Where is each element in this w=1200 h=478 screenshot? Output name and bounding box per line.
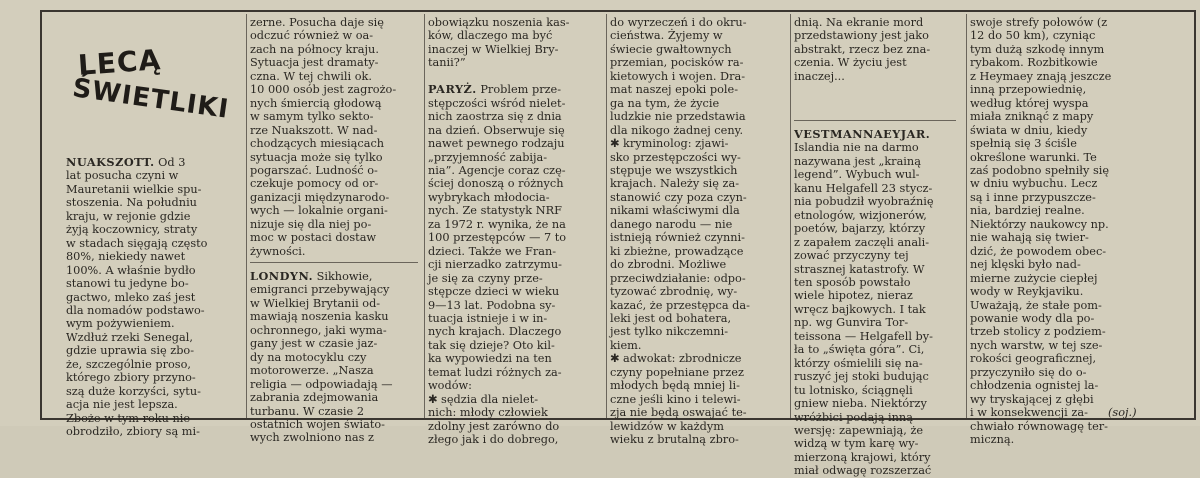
text-line: lewidzów w każdym [610,419,724,433]
text-line: wym pożywieniem. [66,317,175,331]
text-line: czyny popełniane przez [610,365,744,379]
text-line: istnieją również czynni- [610,231,745,245]
text-line: rze Nuakszott. W nad- [250,123,378,137]
text-line: stoszenia. Na południu [66,196,197,210]
text-line: miczną. [970,433,1015,447]
text-line: rybakom. Rozbitkowie [970,56,1098,70]
text-line: przedstawiony jest jako [794,29,929,43]
text-line: w dniu wybuchu. Lecz [970,177,1098,191]
author-signature: (soj.) [1108,406,1137,419]
text-line: danego narodu — nie [610,217,733,231]
text-line: swoje strefy połowów (z [970,16,1108,29]
text-line: zerne. Posucha daje się [250,16,384,29]
text-line: świecie gwałtownych [610,42,732,56]
column-1-nuakszott [66,156,242,439]
text-line: leki jest od bohatera, [610,311,732,325]
text-line: złego jak i do dobrego, [428,433,559,447]
text-line: ostatnich wojen świato- [250,417,385,431]
text-line: tu lotnisko, ściągnęli [794,383,913,397]
text-line: Sytuacja jest dramaty- [250,56,379,70]
text-line: ✱ kryminolog: zjawi- [610,137,729,151]
text-line: inaczej w Wielkiej Bry- [428,42,559,56]
text-line: wiele hipotez, nieraz [794,289,913,303]
text-line: czenia. W życiu jest [794,56,907,70]
text-line: ruszyć jej stoki budując [794,370,929,384]
text-line: miała zniknąć z mapy [970,110,1094,124]
text-line: do wyrzeczeń i do okru- [610,16,747,29]
text-line: którego zbiory przyno- [66,371,196,385]
text-line: etnologów, wizjonerów, [794,208,927,222]
text-line: inaczej... [794,69,845,83]
text-line: kanu Helgafell 23 stycz- [794,181,933,195]
dateline: VESTMANNAEYJAR. [794,127,931,141]
column-4-paryz-cont [610,16,786,447]
text-line: legend”. Wybuch wul- [794,168,920,182]
text-line: tym dużą szkodę innym [970,42,1105,56]
text-line: są i inne przypuszcze- [970,190,1096,204]
text-line: zować przyczyny tej [794,249,909,263]
text-line: zdolny jest zarówno do [428,419,560,433]
text-line: w Wielkiej Brytanii od- [250,296,381,310]
column-3-londyn-paryz [428,16,602,447]
text-line: 9—13 lat. Podobna sy- [428,298,556,312]
text-line: obrodziło, zbiory są mi- [66,425,200,439]
text-line: kraju, w rejonie gdzie [66,209,191,223]
text-line: sytuacja może się tylko [250,150,383,164]
text-line: młodych będą mniej li- [610,379,740,393]
text-line: wych zwolniono nas z [250,431,374,445]
text-line: gniew nieba. Niektórzy [794,397,927,411]
logo-title-line1: LECĄ [76,43,163,82]
text-line: spełnią się 3 ściśle [970,137,1077,151]
text-line: stępczości wśród nielet- [428,96,566,110]
text-line: LONDYN. Sikhowie, [250,269,373,283]
text-line: wybrykach młodocia- [428,190,550,204]
dateline: PARYŻ. [428,82,477,97]
text-line: ganizacji międzynarodo- [250,190,390,204]
text-line: nia”. Agencje coraz czę- [428,163,566,177]
text-line: czna. W tej chwili ok. [250,69,372,83]
text-line: tanii?” [428,56,466,70]
text-line: mawiają noszenia kasku [250,310,389,324]
text-line: wych — lokalnie organi- [250,204,388,218]
text-line: nich zaostrza się z dnia [428,110,562,124]
text-line: cji nierzadko zatrzymu- [428,258,562,272]
dateline: LONDYN. [250,269,314,283]
text-line: odczuć również w oa- [250,29,374,43]
text-line: wodów: [428,379,472,393]
column-2-londyn [250,270,422,445]
text-line: stępuje we wszystkich [610,163,738,177]
text-line: nych. Ze statystyk NRF [428,204,562,218]
text-line: kazać, że przestępca da- [610,298,750,312]
text-line: zaś podobno spełniły się [970,163,1110,177]
logo-title-line2: ŚWIETLIKI [70,73,231,125]
text-line: wy tryskającej z głębi [970,392,1094,406]
text-line: lat posucha czyni w [66,169,179,183]
text-line: Uważają, że stałe pom- [970,298,1102,312]
text-line: ten sposób powstało [794,275,911,289]
text-line: nia, bardziej realne. [970,204,1085,218]
text-line: ków, dlaczego ma być [428,29,553,43]
text-line: wręcz bajkowych. I tak [794,302,926,316]
text-line: nie wahają się twier- [970,231,1089,245]
text-line: nich: młody człowiek [428,406,548,420]
text-line: nizuje się dla niej po- [250,217,372,231]
text-line: jest tylko nikczemni- [610,325,729,339]
text-line: Mauretanii wielkie spu- [66,182,202,196]
text-line: za 1972 r. wynika, że na [428,217,566,231]
text-line: nych warstw, w tej sze- [970,338,1103,352]
text-line: do zbrodni. Możliwe [610,258,727,272]
text-line: tak się dzieje? Oto kil- [428,338,555,352]
text-line: żyją koczownicy, straty [66,223,198,237]
text-line: czne jeśli kino i telewi- [610,392,741,406]
text-line: strasznej katastrofy. W [794,262,925,276]
text-line: abstrakt, rzecz bez zna- [794,42,931,56]
text-line: motorowerze. „Nasza [250,364,374,378]
column-5-paryz-end [794,16,962,83]
text-line: określone warunki. Te [970,150,1097,164]
text-line: zabrania zdejmowania [250,391,379,405]
text-line: kiem. [610,338,642,352]
text-line: emigranci przebywający [250,283,390,297]
text-line: PARYŻ. Problem prze- [428,82,562,97]
text-line: ka wypowiedzi na ten [428,352,552,366]
text-line: mierzoną krajowi, który [794,450,931,464]
text-line: przeciwdziałanie: odpo- [610,271,746,285]
text-line: „przyjemność zabija- [428,150,548,164]
text-line: rokości geograficznej, [970,352,1097,366]
text-line: z Heymaey znają jeszcze [970,69,1112,83]
text-line: czekuje pomocy od or- [250,177,379,191]
text-line: przemian, pocisków ra- [610,56,744,70]
text-line: 100 przestępców — 7 to [428,231,567,245]
text-line: moc w postaci dostaw [250,231,377,245]
text-line: Zboże w tym roku nie [66,411,191,425]
text-line: inną przepowiednię, [970,83,1087,97]
text-line: Islandia nie na darmo [794,141,919,155]
text-line: obowiązku noszenia kas- [428,16,570,29]
text-line: 10 000 osób jest zagrożo- [250,83,397,97]
text-line: dzieci. Także we Fran- [428,244,557,258]
text-line: krajach. Należy się za- [610,177,740,191]
text-line: przyczyniło się do o- [970,365,1087,379]
text-line: ochronnego, jaki wyma- [250,323,387,337]
text-line: Wzdłuż rzeki Senegal, [66,330,193,344]
text-line: tuacja istnieje i w in- [428,311,548,325]
text-line: kietowych i wojen. Dra- [610,69,746,83]
text-line: 100%. A właśnie bydło [66,263,196,277]
text-line: świata w dniu, kiedy [970,123,1088,137]
text-line: chodzących miesiącach [250,137,385,151]
text-line: że, szczególnie proso, [66,357,191,371]
text-line: ✱ adwokat: zbrodnicze [610,352,742,366]
text-line: religia — odpowiadają — [250,377,393,391]
text-line: chłodzenia ognistej la- [970,379,1099,393]
text-line: ki zbieżne, prowadzące [610,244,744,258]
text-line: trzeb stolicy z podziem- [970,325,1106,339]
text-line: cieństwa. Żyjemy w [610,29,723,43]
text-line: miał odwagę rozszerzać [794,464,932,478]
text-line: wieku z brutalną zbro- [610,433,739,447]
text-line: i w konsekwencji za- [970,406,1088,420]
text-line: nych śmiercią głodową [250,96,382,110]
text-line: gactwo, mleko zaś jest [66,290,196,304]
text-line: nawet pewnego rodzaju [428,137,565,151]
text-line: nia pobudził wyobraźnię [794,195,934,209]
text-line: stępcze dzieci w wieku [428,285,560,299]
text-line: temat ludzi różnych za- [428,365,562,379]
text-line: gany jest w czasie jaz- [250,337,378,351]
text-line: 12 do 50 km), czyniąc [970,29,1096,43]
text-line: ludzkie nie przedstawia [610,110,746,124]
text-line: np. wg Gunvira Tor- [794,316,909,330]
text-line: zach na północy kraju. [250,42,379,56]
text-line [794,128,962,141]
text-line: poetów, bajarzy, którzy [794,222,926,236]
text-line: turbanu. W czasie 2 [250,404,365,418]
column-2-nuakszott-cont [250,16,422,258]
text-line: Niektórzy naukowcy np. [970,217,1109,231]
text-line [428,70,602,83]
text-line: NUAKSZOTT. Od 3 [66,155,186,169]
text-line: dnią. Na ekranie mord [794,16,924,29]
text-line: według której wyspa [970,96,1089,110]
text-line: teissona — Helgafell by- [794,329,933,343]
text-line: mat naszej epoki pole- [610,83,739,97]
text-line: sko przestępczości wy- [610,150,741,164]
text-line: ściej donoszą o różnych [428,177,564,191]
text-line: dla nomadów podstawo- [66,303,205,317]
text-line: szą duże korzyści, sytu- [66,384,201,398]
text-line: wody w Reykjaviku. [970,285,1084,299]
text-line: wersję: zapewniają, że [794,423,924,437]
text-line: na dzień. Obserwuje się [428,123,565,137]
text-line: z zapałem zaczęli anali- [794,235,930,249]
text-line: dla nikogo żadnej ceny. [610,123,744,137]
text-line: je się za czyny prze- [428,271,543,285]
text-line: ✱ sędzia dla nielet- [428,392,539,406]
column-logo [62,32,231,138]
text-line: w samym tylko sekto- [250,110,374,124]
text-line: zja nie będą oswajać te- [610,406,747,420]
text-line: widzą w tym karę wy- [794,437,919,451]
text-line: nych krajach. Dlaczego [428,325,562,339]
text-line: nikami właściwymi dla [610,204,740,218]
text-line: nazywana jest „krainą [794,154,921,168]
text-line: którzy ośmielili się na- [794,356,923,370]
text-line: ła to „święta góra”. Ci, [794,343,925,357]
dateline: NUAKSZOTT. [66,155,155,169]
text-line: w stadach sięgają często [66,236,208,250]
text-line: stanowić czy poza czyn- [610,190,747,204]
column-6-vestmannaeyjar-cont [970,16,1142,447]
text-line: tyzować zbrodnię, wy- [610,285,738,299]
text-line: wróżbici podają inną [794,410,913,424]
text-line: dzić, że powodem obec- [970,244,1107,258]
text-line: nej klęski było nad- [970,258,1081,272]
text-line: gdzie uprawia się zbo- [66,344,195,358]
text-line: ga na tym, że życie [610,96,720,110]
text-line: mierne zużycie ciepłej [970,271,1098,285]
text-line: chwiało równowagę ter- [970,419,1108,433]
column-5-vestmannaeyjar [794,128,962,478]
text-line: stanowi tu jedyne bo- [66,277,189,291]
text-line: powanie wody dla po- [970,311,1095,325]
text-line: 80%, niekiedy nawet [66,250,186,264]
text-line: pogarszać. Ludność o- [250,163,378,177]
text-line: dy na motocyklu czy [250,350,367,364]
text-line: żywności. [250,244,306,258]
text-line: acja nie jest lepsza. [66,398,178,412]
